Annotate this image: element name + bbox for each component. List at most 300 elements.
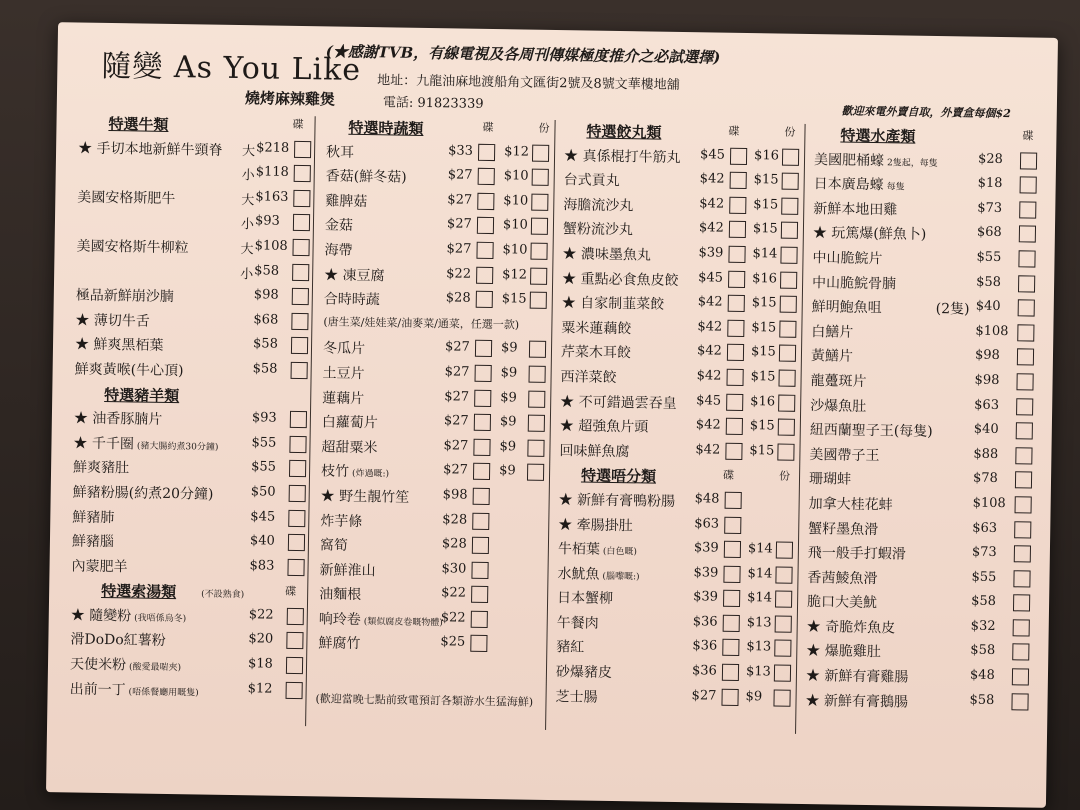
section-title: 特選唔分類: [580, 466, 657, 486]
plate-price: $42: [698, 220, 724, 237]
plate-order-checkbox[interactable]: [478, 168, 495, 185]
plate-order-checkbox[interactable]: [724, 516, 741, 533]
plate-order-checkbox[interactable]: [1014, 521, 1031, 538]
plate-price: $36: [691, 663, 717, 679]
portion-order-checkbox[interactable]: [775, 591, 792, 608]
item-name: 鮮腐竹: [318, 635, 361, 653]
item-name: 內蒙肥羊: [71, 558, 128, 576]
plate-order-checkbox[interactable]: [1018, 250, 1035, 267]
plate-price: $18: [247, 656, 273, 672]
item-name: 海膽流沙丸: [563, 196, 634, 215]
item-name: 白鱔片: [811, 323, 854, 341]
plate-price: $27: [444, 388, 470, 405]
item-name: 滑DoDo紅薯粉: [70, 631, 166, 650]
portion-order-checkbox[interactable]: [774, 640, 791, 657]
plate-order-checkbox[interactable]: [722, 664, 739, 681]
plate-order-checkbox[interactable]: [476, 291, 493, 308]
menu-item: [555, 337, 799, 365]
column-header-plate: 碟: [722, 469, 735, 483]
portion-order-checkbox[interactable]: [527, 439, 544, 456]
portion-order-checkbox[interactable]: [781, 222, 798, 239]
portion-order-checkbox[interactable]: [532, 144, 549, 161]
plate-order-checkbox[interactable]: [725, 442, 742, 459]
plate-order-checkbox[interactable]: [474, 414, 491, 431]
portion-price: $10: [502, 242, 528, 258]
item-name: 超甜粟米: [321, 439, 378, 456]
menu-item: [311, 580, 545, 608]
menu-item: [318, 161, 552, 189]
item-name: 美國肥桶蠔 2隻起，每隻: [813, 151, 938, 169]
plate-order-checkbox[interactable]: [1020, 152, 1037, 169]
portion-order-checkbox[interactable]: [778, 369, 795, 386]
menu-item: [311, 604, 545, 632]
plate-price: $22: [440, 610, 466, 626]
plate-order-checkbox[interactable]: [292, 263, 309, 280]
plate-order-checkbox[interactable]: [723, 615, 740, 632]
column-header-plate: 碟: [482, 120, 494, 135]
item-note: (酸愛最啱夾): [128, 662, 182, 674]
portion-order-checkbox[interactable]: [780, 247, 797, 264]
plate-price: $22: [441, 585, 467, 601]
item-name: 美國帶子王: [809, 446, 880, 464]
plate-price: $63: [694, 515, 720, 532]
section-header: [558, 116, 802, 144]
item-name: ★ 牽腸掛肚: [558, 516, 633, 534]
plate-price: $40: [249, 533, 275, 549]
plate-order-checkbox[interactable]: [722, 639, 739, 656]
vegetable-column: [310, 112, 552, 657]
item-name: 天使米粉 (酸愛最啱夾): [69, 656, 182, 674]
plate-price: $63: [974, 397, 1000, 413]
plate-order-checkbox[interactable]: [1017, 324, 1034, 341]
portion-order-checkbox[interactable]: [775, 615, 792, 632]
item-note: (炸過嘅:): [351, 469, 390, 480]
seafood-column: [799, 120, 1048, 714]
menu-item: [802, 538, 1042, 566]
plate-price: $42: [696, 343, 722, 360]
plate-order-checkbox[interactable]: [293, 190, 310, 207]
menu-item: [316, 260, 550, 288]
plate-order-checkbox[interactable]: [1013, 595, 1030, 612]
plate-price: $58: [971, 593, 997, 610]
menu-subtitle: 燒烤麻辣雞煲: [244, 89, 336, 109]
plate-order-checkbox[interactable]: [292, 288, 309, 305]
plate-order-checkbox[interactable]: [726, 418, 743, 435]
plate-order-checkbox[interactable]: [1018, 275, 1035, 292]
plate-order-checkbox[interactable]: [286, 682, 303, 699]
plate-price: $20: [248, 631, 274, 648]
plate-order-checkbox[interactable]: [725, 492, 742, 509]
plate-price: $42: [699, 196, 725, 212]
phone-number: 電話: 91823339: [382, 95, 484, 112]
portion-price: $9: [498, 463, 516, 479]
portion-price: $13: [746, 614, 772, 631]
column-header-plate: 碟: [1022, 129, 1034, 143]
plate-price: $27: [446, 241, 472, 257]
plate-order-checkbox[interactable]: [1012, 668, 1029, 685]
portion-price: $16: [753, 147, 780, 164]
menu-item: [807, 218, 1047, 246]
item-name: 鮮豬粉腸(約煮20分鐘): [72, 484, 214, 503]
plate-order-checkbox[interactable]: [1015, 472, 1032, 489]
menu-item: [557, 190, 801, 218]
plate-price: $42: [699, 171, 725, 187]
plate-order-checkbox[interactable]: [472, 512, 489, 529]
plate-order-checkbox[interactable]: [472, 537, 489, 554]
menu-item: [805, 341, 1045, 369]
portion-order-checkbox[interactable]: [527, 464, 544, 481]
section-header: [808, 120, 1048, 148]
portion-order-checkbox[interactable]: [530, 243, 547, 260]
item-name: 鮮豬腦: [71, 533, 115, 551]
item-name: 白蘿蔔片: [321, 414, 378, 432]
beef-pork-soup-column: [55, 108, 312, 702]
portion-price: $16: [750, 393, 776, 410]
plate-order-checkbox[interactable]: [1016, 398, 1033, 415]
section-header: [553, 460, 797, 488]
plate-order-checkbox[interactable]: [289, 436, 306, 453]
plate-order-checkbox[interactable]: [471, 586, 488, 603]
restaurant-logo: 隨變 As You Like: [101, 48, 362, 88]
portion-order-checkbox[interactable]: [530, 292, 547, 309]
size-label: 小: [240, 217, 255, 233]
portion-price: $9: [745, 688, 763, 704]
plate-order-checkbox[interactable]: [726, 369, 743, 386]
plate-price: $93: [251, 410, 277, 426]
plate-price: $42: [697, 294, 723, 310]
plate-order-checkbox[interactable]: [1013, 570, 1030, 587]
menu-item: [806, 292, 1046, 320]
plate-price: $68: [976, 225, 1002, 241]
plate-order-checkbox[interactable]: [291, 337, 308, 354]
plate-price: $58: [252, 336, 279, 353]
item-name: ★ 真係棍打牛筋丸: [563, 147, 681, 166]
plate-price: $27: [446, 216, 472, 233]
plate-order-checkbox[interactable]: [1015, 447, 1032, 464]
menu-item: [801, 587, 1041, 615]
plate-order-checkbox[interactable]: [1018, 299, 1035, 316]
item-name: 鮮爽黃喉(牛心頂): [74, 361, 184, 380]
menu-item: [316, 284, 550, 312]
plate-order-checkbox[interactable]: [729, 197, 746, 214]
menu-item: [551, 583, 795, 611]
item-name: 台式貢丸: [563, 172, 620, 190]
item-name: 响玲卷 (類似腐皮卷嘅物體): [318, 611, 443, 629]
plate-order-checkbox[interactable]: [724, 541, 741, 558]
column-header-plate: 碟: [728, 124, 740, 138]
plate-order-checkbox[interactable]: [291, 362, 308, 379]
item-name: 合時時蔬: [323, 291, 380, 309]
plate-price: $45: [699, 146, 726, 163]
section-title: 特選時蔬類: [348, 118, 424, 138]
portion-price: $15: [753, 172, 779, 188]
item-name: ★ 野生靚竹笙: [320, 488, 410, 506]
item-name: 極品新鮮崩沙腩: [75, 287, 174, 306]
menu-item: [318, 137, 552, 165]
plate-order-checkbox[interactable]: [1019, 226, 1036, 243]
portion-order-checkbox[interactable]: [779, 320, 796, 337]
menu-item: [553, 485, 797, 513]
portion-order-checkbox[interactable]: [782, 173, 799, 190]
item-name: 中山脆鯇骨腩: [811, 274, 897, 292]
plate-order-checkbox[interactable]: [476, 266, 493, 283]
plate-order-checkbox[interactable]: [289, 485, 306, 502]
plate-price: $98: [974, 347, 1000, 364]
plate-price: $78: [972, 470, 998, 487]
plate-order-checkbox[interactable]: [728, 270, 745, 287]
plate-order-checkbox[interactable]: [475, 340, 492, 357]
delivery-note: 歡迎來電外賣自取，外賣盒每個$2: [841, 104, 1011, 121]
menu-item: [554, 411, 798, 439]
menu-item: [807, 194, 1047, 222]
menu-item: [803, 440, 1043, 468]
plate-order-checkbox[interactable]: [723, 590, 740, 607]
menu-item: [804, 415, 1044, 443]
plate-order-checkbox[interactable]: [728, 246, 745, 263]
portion-order-checkbox[interactable]: [774, 665, 791, 682]
plate-order-checkbox[interactable]: [730, 172, 747, 189]
plate-price: $28: [445, 290, 471, 306]
menu-item: [804, 390, 1044, 418]
item-name: 砂爆豬皮: [555, 664, 613, 682]
plate-order-checkbox[interactable]: [288, 534, 305, 551]
plate-order-checkbox[interactable]: [289, 460, 306, 477]
portion-price: $16: [752, 270, 778, 287]
plate-price: $27: [447, 192, 473, 208]
plate-order-checkbox[interactable]: [292, 239, 309, 256]
plate-price: $40: [973, 421, 999, 438]
plate-order-checkbox[interactable]: [726, 393, 743, 410]
plate-order-checkbox[interactable]: [727, 319, 744, 336]
plate-order-checkbox[interactable]: [1016, 422, 1033, 439]
item-name: 龍躉斑片: [810, 372, 867, 390]
portion-price: $12: [502, 266, 528, 283]
item-name: 午餐肉: [556, 614, 599, 632]
menu-item: [549, 682, 793, 710]
menu-item: [802, 489, 1042, 517]
plate-order-checkbox[interactable]: [723, 565, 740, 582]
plate-price: $27: [444, 364, 470, 380]
menu-item: [801, 563, 1041, 591]
item-name: 美國安格斯肥牛: [77, 189, 176, 207]
plate-order-checkbox[interactable]: [287, 608, 304, 625]
plate-order-checkbox[interactable]: [478, 143, 495, 160]
portion-order-checkbox[interactable]: [782, 148, 799, 165]
plate-order-checkbox[interactable]: [1014, 545, 1031, 562]
portion-order-checkbox[interactable]: [775, 566, 792, 583]
menu-item: [310, 629, 544, 657]
item-name: 回味鮮魚腐: [559, 442, 630, 460]
menu-item: [800, 636, 1040, 664]
portion-order-checkbox[interactable]: [779, 345, 796, 362]
plate-order-checkbox[interactable]: [470, 635, 487, 652]
menu-item: [805, 317, 1045, 345]
plate-price: $42: [695, 417, 721, 433]
plate-order-checkbox[interactable]: [473, 438, 490, 455]
item-name: 油麵根: [319, 586, 362, 604]
column-header-plate: 碟: [285, 585, 297, 599]
menu-item: [803, 464, 1043, 492]
plate-price: $39: [693, 540, 719, 556]
portion-order-checkbox[interactable]: [777, 443, 794, 460]
plate-order-checkbox[interactable]: [730, 147, 747, 164]
item-name: ★ 隨變粉 (我唔係烏冬): [70, 607, 187, 625]
plate-price: $28: [977, 151, 1004, 167]
menu-item: [808, 169, 1048, 197]
item-name: ★ 不可錯過雲吞皇: [560, 393, 677, 412]
plate-price: $45: [250, 508, 276, 525]
portion-price: $15: [751, 319, 777, 336]
plate-order-checkbox[interactable]: [294, 165, 311, 182]
menu-paper: [46, 22, 1058, 808]
portion-order-checkbox[interactable]: [778, 394, 795, 411]
portion-price: $15: [753, 196, 779, 213]
plate-price: $98: [974, 372, 1000, 388]
plate-order-checkbox[interactable]: [293, 214, 310, 231]
menu-item: [313, 457, 547, 485]
plate-order-checkbox[interactable]: [286, 657, 303, 674]
section-title: 特選索湯類: [101, 582, 177, 602]
item-name: 美國安格斯牛柳粒: [76, 238, 189, 257]
column-header-plate: 碟: [292, 117, 304, 132]
plate-price: $58: [254, 262, 280, 279]
plate-order-checkbox[interactable]: [294, 141, 311, 158]
portion-order-checkbox[interactable]: [532, 169, 549, 186]
plate-order-checkbox[interactable]: [474, 389, 491, 406]
menu-item: [311, 555, 545, 583]
item-name: ★ 超強魚片頭: [559, 418, 649, 436]
menu-item: [550, 632, 794, 660]
item-name: 芝士腸: [555, 688, 598, 706]
menu-item: [808, 145, 1048, 173]
plate-price: $68: [253, 312, 279, 328]
portion-order-checkbox[interactable]: [776, 542, 793, 559]
plate-price: $28: [441, 536, 467, 552]
item-name: ★ 爆脆雞肚: [806, 643, 881, 661]
plate-order-checkbox[interactable]: [471, 561, 488, 578]
item-name: 出前一丁 (唔係餐廳用嘅隻): [69, 681, 199, 699]
portion-order-checkbox[interactable]: [531, 193, 548, 210]
plate-order-checkbox[interactable]: [477, 193, 494, 210]
item-name: 炸芋條: [320, 512, 363, 530]
plate-price: $55: [251, 459, 277, 475]
item-name: ★ 手切本地新鮮牛頸脊: [78, 140, 223, 159]
portion-order-checkbox[interactable]: [778, 419, 795, 436]
portion-order-checkbox[interactable]: [780, 271, 797, 288]
plate-order-checkbox[interactable]: [473, 463, 490, 480]
item-name: 枝竹 (炸過嘅:): [320, 463, 390, 481]
plate-order-checkbox[interactable]: [727, 344, 744, 361]
item-name: 水魷魚 (腦嚟嘅:): [557, 565, 640, 583]
plate-price: $36: [692, 638, 718, 655]
plate-price: $58: [252, 361, 278, 377]
plate-order-checkbox[interactable]: [1013, 619, 1030, 636]
item-name: 紐西蘭聖子王(每隻): [809, 422, 933, 441]
plate-price: $42: [695, 441, 721, 458]
menu-item: [804, 366, 1044, 394]
portion-order-checkbox[interactable]: [781, 197, 798, 214]
item-name: ★ 凍豆腐: [324, 266, 385, 284]
size-label: 小: [241, 168, 255, 184]
portion-order-checkbox[interactable]: [530, 267, 547, 284]
menu-item: [55, 674, 303, 702]
portion-order-checkbox[interactable]: [780, 296, 797, 313]
item-note: (白色嘅): [602, 546, 637, 558]
plate-order-checkbox[interactable]: [475, 365, 492, 382]
menu-item: [553, 436, 797, 464]
plate-order-checkbox[interactable]: [290, 411, 307, 428]
plate-price: $108: [972, 495, 1006, 512]
vegetable-options-note: (唐生菜/娃娃菜/油麥菜/通菜，任選一款): [323, 315, 520, 332]
plate-order-checkbox[interactable]: [471, 611, 488, 628]
portion-price: $13: [746, 639, 772, 655]
item-name: ★ 油香豚腩片: [73, 410, 163, 429]
item-name: ★ 濃味墨魚丸: [562, 246, 652, 264]
item-name: 日本廣島蠔 每隻: [813, 176, 905, 194]
plate-order-checkbox[interactable]: [1016, 373, 1033, 390]
item-note: (類似腐皮卷嘅物體): [363, 616, 443, 629]
menu-item: [552, 534, 796, 562]
plate-price: $33: [448, 142, 474, 159]
plate-order-checkbox[interactable]: [1011, 693, 1028, 710]
plate-order-checkbox[interactable]: [291, 313, 308, 330]
menu-item: [802, 513, 1042, 541]
portion-order-checkbox[interactable]: [773, 689, 790, 706]
menu-item: [800, 661, 1040, 689]
plate-order-checkbox[interactable]: [729, 221, 746, 238]
plate-order-checkbox[interactable]: [287, 559, 304, 576]
plate-order-checkbox[interactable]: [286, 632, 303, 649]
item-name: 日本蟹柳: [556, 590, 614, 608]
portion-order-checkbox[interactable]: [528, 415, 545, 432]
portion-price: $9: [500, 340, 518, 356]
item-name: 中山脆鯇片: [812, 250, 883, 268]
item-name: 香茜鯪魚滑: [807, 569, 878, 587]
plate-order-checkbox[interactable]: [288, 509, 305, 526]
plate-order-checkbox[interactable]: [1017, 349, 1034, 366]
plate-order-checkbox[interactable]: [721, 688, 738, 705]
plate-order-checkbox[interactable]: [1019, 201, 1036, 218]
item-name: ★ 薄切牛舌: [75, 312, 150, 330]
plate-order-checkbox[interactable]: [476, 242, 493, 259]
menu-item: [551, 559, 795, 587]
item-name: ★ 奇脆炸魚皮: [806, 618, 896, 637]
item-name: ★ 千千圈 (豬大腸約煮30分鐘): [73, 435, 219, 453]
plate-order-checkbox[interactable]: [1015, 496, 1032, 513]
portion-order-checkbox[interactable]: [529, 341, 546, 358]
section-header: [318, 112, 552, 140]
plate-price: $48: [694, 491, 720, 507]
plate-order-checkbox[interactable]: [1020, 177, 1037, 194]
column-header-portion: 份: [784, 125, 796, 139]
portion-order-checkbox[interactable]: [529, 366, 546, 383]
plate-order-checkbox[interactable]: [477, 217, 494, 234]
portion-order-checkbox[interactable]: [531, 218, 548, 235]
item-name: 秋耳: [325, 144, 355, 161]
plate-price: $98: [442, 487, 468, 503]
item-name: 窩筍: [319, 537, 349, 554]
plate-price: $58: [970, 643, 996, 659]
plate-order-checkbox[interactable]: [728, 295, 745, 312]
plate-price: $88: [973, 446, 999, 462]
plate-order-checkbox[interactable]: [1012, 644, 1029, 661]
plate-order-checkbox[interactable]: [473, 488, 490, 505]
plate-price: $55: [971, 569, 997, 585]
section-title: 特選豬羊類: [104, 385, 180, 405]
portion-order-checkbox[interactable]: [528, 390, 545, 407]
plate-price: $27: [691, 687, 717, 704]
menu-item: [556, 264, 800, 292]
